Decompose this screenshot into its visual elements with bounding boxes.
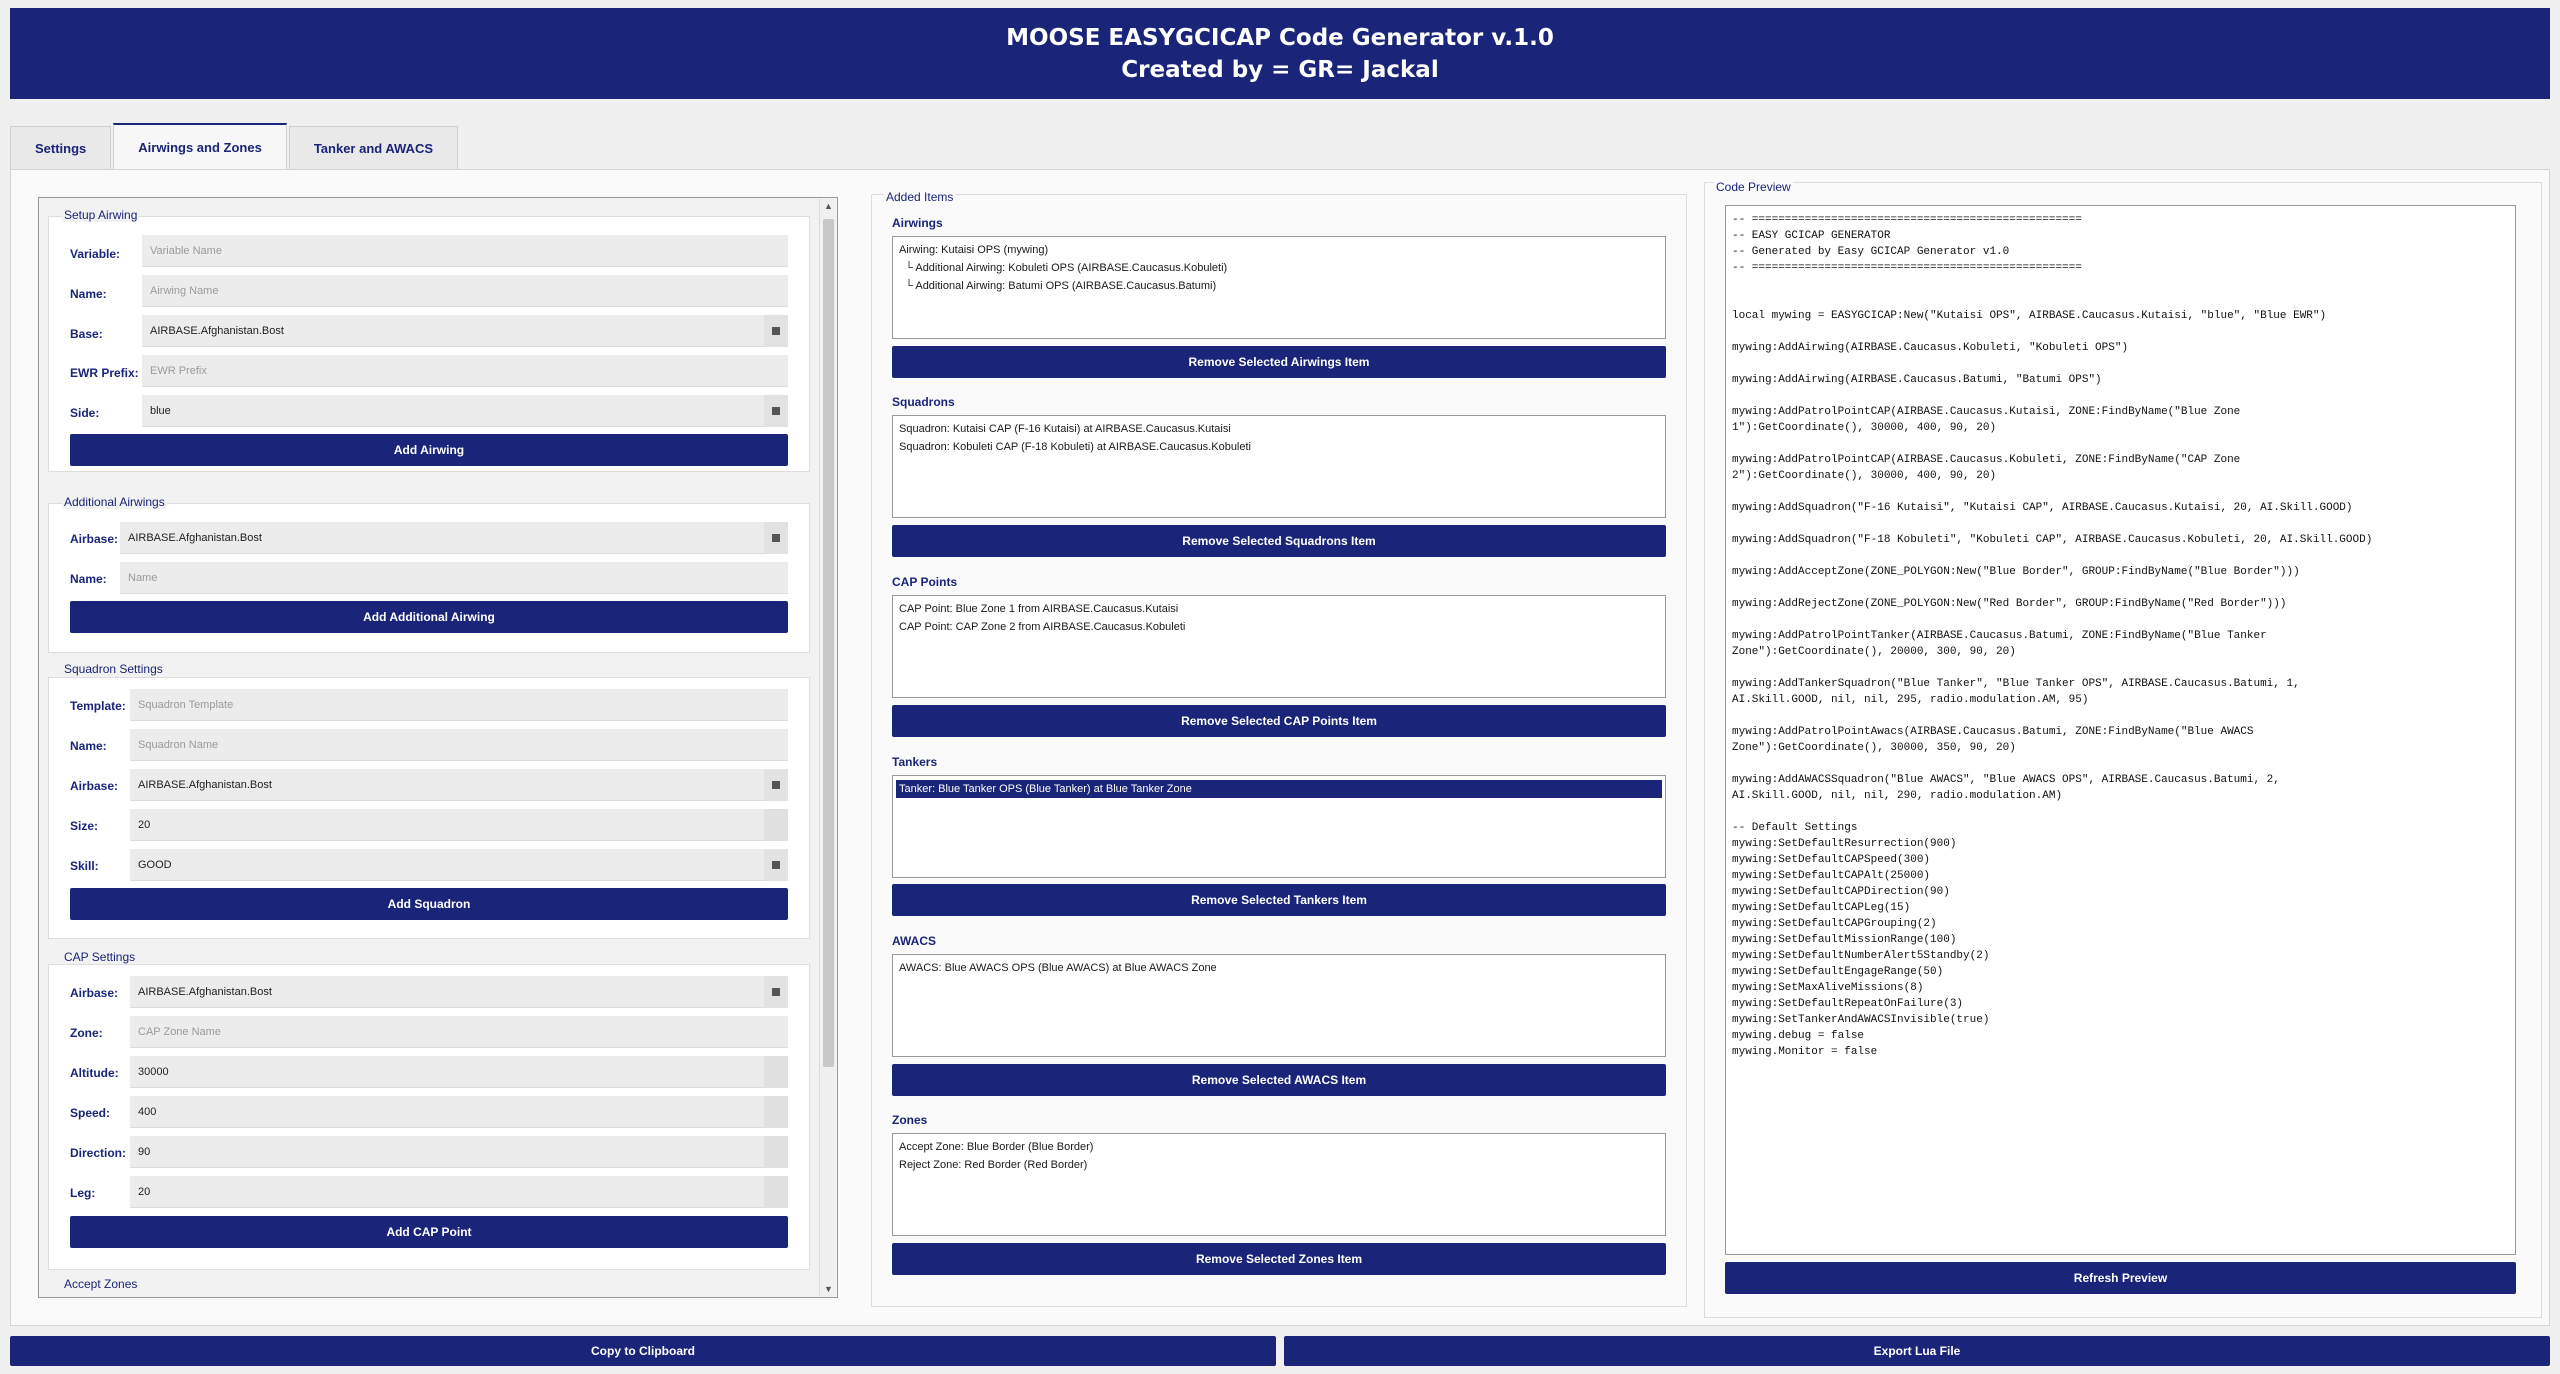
cap-airbase-select[interactable] [130,976,788,1008]
additional-airwings-title: Additional Airwings [64,495,165,509]
list-item[interactable]: Squadron: Kutaisi CAP (F-16 Kutaisi) at AIRBASE.Caucasus.Kutaisi [899,423,1231,435]
code-preview-text[interactable]: -- ================================================== -- EASY GCICAP GENERATOR -- Generated by Easy GCICAP Generator v1.0 -- ================================================== local mywing = EASYGCICAP:New("Kutaisi OPS", AIRBASE.Caucasus.Kutaisi, "blue", "Blue EWR") mywing:AddAirwing(AIRBASE.Caucasus.Kobuleti, "Kobuleti OPS") mywing:AddAirwing(AIRBASE.Caucasus.Batumi, "Batumi OPS") mywing:AddPatrolPointCAP(AIRBASE.Caucasus.Kutaisi, ZONE:FindByName("Blue Zone 1"):GetCoordinate(), 30000, 400, 90, 20) mywing:AddPatrolPointCAP(AIRBASE.Caucasus.Kobuleti, ZONE:FindByName("CAP Zone 2"):GetCoordinate(), 30000, 400, 90, 20) mywing:AddSquadron("F-16 Kutaisi", "Kutaisi CAP", AIRBASE.Caucasus.Kutaisi, 20, AI.Skill.GOOD) mywing:AddSquadron("F-18 Kobuleti", "Kobuleti CAP", AIRBASE.Caucasus.Kobuleti, 20, AI.Skill.GOOD) mywing:AddAcceptZone(ZONE_POLYGON:New("Blue Border", GROUP:FindByName("Blue Border"))) mywing:AddRejectZone(ZONE_POLYGON:New("Red Border", GROUP:FindByName("Red Border"))) mywing:AddPatrolPointTanker(AIRBASE.Caucasus.Batumi, ZONE:FindByName("Blue Tanker Zone"):GetCoordinate(), 20000, 300, 90, 20) mywing:AddTankerSquadron("Blue Tanker", "Blue Tanker OPS", AIRBASE.Caucasus.Batumi, 1, AI.Skill.GOOD, nil, nil, 295, radio.modulation.AM, 95) mywing:AddPatrolPointAwacs(AIRBASE.Caucasus.Batumi, ZONE:FindByName("Blue AWACS Zone"):GetCoordinate(), 30000, 350, 90, 20) mywing:AddAWACSSquadron("Blue AWACS", "Blue AWACS OPS", AIRBASE.Caucasus.Batumi, 2, AI.Skill.GOOD, nil, nil, 290, radio.modulation.AM) -- Default Settings mywing:SetDefaultResurrection(900) mywing:SetDefaultCAPSpeed(300) mywing:SetDefaultCAPAlt(25000) mywing:SetDefaultCAPDirection(90) mywing:SetDefaultCAPLeg(15) mywing:SetDefaultCAPGrouping(2) mywing:SetDefaultMissionRange(100) mywing:SetDefaultNumberAlert5Standby(2) mywing:SetDefaultEngageRange(50) mywing:SetMaxAliveMissions(8) mywing:SetDefaultRepeatOnFailure(3) mywing:SetTankerAndAWACSInvisible(true) mywing.debug = false mywing.Monitor = false [1725,205,2516,1255]
added-items-title: Added Items [886,190,954,204]
template-label: Template: [70,699,126,713]
squadrons-list[interactable] [892,415,1666,518]
additional-airbase-label: Airbase: [70,532,119,546]
add-squadron-button[interactable]: Add Squadron [70,888,788,920]
speed-value: 400 [138,1105,157,1118]
airwings-title: Airwings [892,216,943,230]
remove-airwings-button[interactable]: Remove Selected Airwings Item [892,346,1666,378]
squadron-settings-title: Squadron Settings [64,662,163,676]
ewr-prefix-label: EWR Prefix: [70,366,139,380]
speed-spinner[interactable] [130,1096,788,1128]
squadron-airbase-select[interactable] [130,769,788,801]
accept-zones-title: Accept Zones [64,1277,138,1291]
size-label: Size: [70,819,99,833]
zones-title: Zones [892,1113,928,1127]
skill-select[interactable] [130,849,788,881]
list-item[interactable]: Squadron: Kobuleti CAP (F-18 Kobuleti) at AIRBASE.Caucasus.Kobuleti [899,441,1251,453]
copy-to-clipboard-button[interactable]: Copy to Clipboard [10,1336,1276,1366]
list-item[interactable]: └ Additional Airwing: Batumi OPS (AIRBASE.Caucasus.Batumi) [899,280,1217,292]
size-value: 20 [138,818,151,831]
dropdown-arrow-icon[interactable] [764,395,788,427]
dropdown-arrow-icon[interactable] [764,522,788,554]
speed-spinner-buttons[interactable] [764,1096,788,1128]
size-spinner[interactable] [130,809,788,841]
list-item[interactable]: AWACS: Blue AWACS OPS (Blue AWACS) at Blue AWACS Zone [899,962,1217,974]
app-title: MOOSE EASYGCICAP Code Generator v.1.0 [1006,24,1554,51]
left-scrollbar[interactable] [819,199,836,1296]
list-item[interactable]: Reject Zone: Red Border (Red Border) [899,1159,1088,1171]
cap-settings-title: CAP Settings [64,950,136,964]
airwing-name-label: Name: [70,287,107,301]
squadron-airbase-value: AIRBASE.Afghanistan.Bost [138,778,272,791]
leg-spinner-buttons[interactable] [764,1176,788,1208]
direction-value: 90 [138,1145,151,1158]
squadron-template-input[interactable]: Squadron Template [130,689,788,721]
export-lua-file-button[interactable]: Export Lua File [1284,1336,2550,1366]
tab-settings[interactable]: Settings [10,126,111,170]
additional-airbase-value: AIRBASE.Afghanistan.Bost [128,531,262,544]
variable-input[interactable]: Variable Name [142,235,788,267]
base-select[interactable] [142,315,788,347]
direction-label: Direction: [70,1146,127,1160]
list-item[interactable]: CAP Point: Blue Zone 1 from AIRBASE.Caucasus.Kutaisi [899,603,1179,615]
dropdown-arrow-icon[interactable] [764,769,788,801]
squadrons-title: Squadrons [892,395,955,409]
refresh-preview-button[interactable]: Refresh Preview [1725,1262,2516,1294]
cap-airbase-label: Airbase: [70,986,119,1000]
scroll-up-icon[interactable]: ▲ [824,201,833,211]
dropdown-arrow-icon[interactable] [764,315,788,347]
skill-label: Skill: [70,859,99,873]
list-item[interactable]: Airwing: Kutaisi OPS (mywing) [899,244,1049,256]
leg-value: 20 [138,1185,151,1198]
remove-tankers-button[interactable]: Remove Selected Tankers Item [892,884,1666,916]
ewr-prefix-input[interactable]: EWR Prefix [142,355,788,387]
zones-list[interactable] [892,1133,1666,1236]
size-spinner-buttons[interactable] [764,809,788,841]
base-select-value: AIRBASE.Afghanistan.Bost [150,324,284,337]
add-additional-airwing-button[interactable]: Add Additional Airwing [70,601,788,633]
additional-name-label: Name: [70,572,107,586]
altitude-spinner-buttons[interactable] [764,1056,788,1088]
awacs-title: AWACS [892,934,937,948]
direction-spinner-buttons[interactable] [764,1136,788,1168]
cap-points-title: CAP Points [892,575,958,589]
remove-zones-button[interactable]: Remove Selected Zones Item [892,1243,1666,1275]
squadron-name-label: Name: [70,739,107,753]
tab-tanker-and-awacs[interactable]: Tanker and AWACS [289,126,458,170]
awacs-list[interactable] [892,954,1666,1057]
list-item[interactable]: └ Additional Airwing: Kobuleti OPS (AIRBASE.Caucasus.Kobuleti) [899,262,1228,274]
remove-squadrons-button[interactable]: Remove Selected Squadrons Item [892,525,1666,557]
list-item-selected[interactable]: Tanker: Blue Tanker OPS (Blue Tanker) at Blue Tanker Zone [896,780,1662,798]
tankers-title: Tankers [892,755,938,769]
side-select-value: blue [150,404,171,417]
tankers-list[interactable] [892,775,1666,878]
dropdown-arrow-icon[interactable] [764,976,788,1008]
direction-spinner[interactable] [130,1136,788,1168]
additional-airbase-select[interactable] [120,522,788,554]
side-select[interactable] [142,395,788,427]
variable-label: Variable: [70,247,121,261]
remove-cap-points-button[interactable]: Remove Selected CAP Points Item [892,705,1666,737]
altitude-value: 30000 [138,1065,169,1078]
scroll-down-icon[interactable]: ▼ [824,1284,833,1294]
cap-points-list[interactable] [892,595,1666,698]
squadron-name-input[interactable]: Squadron Name [130,729,788,761]
app-credit: Created by = GR= Jackal [1121,56,1439,83]
altitude-spinner[interactable] [130,1056,788,1088]
additional-name-input[interactable]: Name [120,562,788,594]
code-preview-title: Code Preview [1716,180,1791,194]
scrollbar-thumb[interactable] [823,219,834,1067]
dropdown-arrow-icon[interactable] [764,849,788,881]
skill-value: GOOD [138,858,172,871]
leg-spinner[interactable] [130,1176,788,1208]
cap-zone-input[interactable]: CAP Zone Name [130,1016,788,1048]
app-header [10,8,2550,99]
speed-label: Speed: [70,1106,111,1120]
cap-airbase-value: AIRBASE.Afghanistan.Bost [138,985,272,998]
tab-bar [10,124,460,170]
leg-label: Leg: [70,1186,96,1200]
airwing-name-input[interactable]: Airwing Name [142,275,788,307]
add-cap-point-button[interactable]: Add CAP Point [70,1216,788,1248]
list-item[interactable]: Accept Zone: Blue Border (Blue Border) [899,1141,1094,1153]
add-airwing-button[interactable]: Add Airwing [70,434,788,466]
base-label: Base: [70,327,103,341]
zone-label: Zone: [70,1026,103,1040]
tab-airwings-and-zones[interactable]: Airwings and Zones [113,123,287,170]
remove-awacs-button[interactable]: Remove Selected AWACS Item [892,1064,1666,1096]
setup-airwing-title: Setup Airwing [64,208,138,222]
list-item[interactable]: CAP Point: CAP Zone 2 from AIRBASE.Caucasus.Kobuleti [899,621,1186,633]
altitude-label: Altitude: [70,1066,119,1080]
side-label: Side: [70,406,100,420]
squadron-airbase-label: Airbase: [70,779,119,793]
airwings-list[interactable] [892,236,1666,339]
